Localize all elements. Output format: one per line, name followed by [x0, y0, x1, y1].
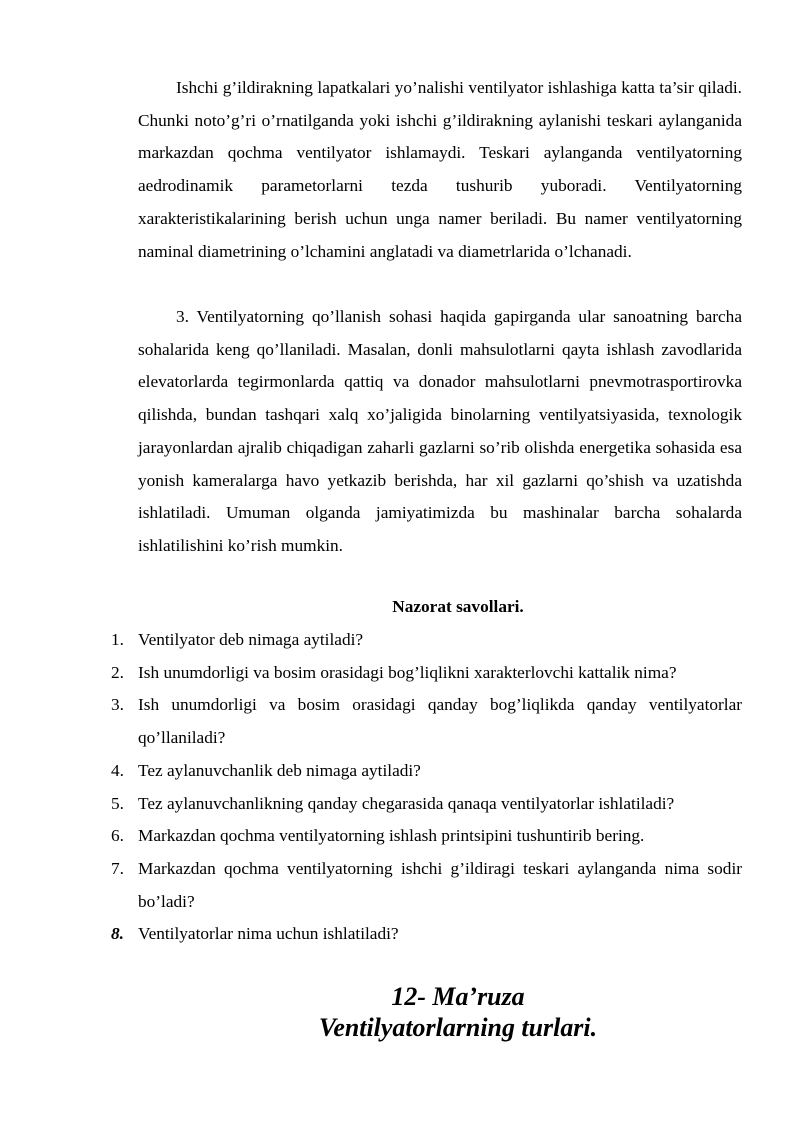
question-number: 3. [111, 695, 124, 715]
question-number: 1. [111, 630, 124, 649]
question-item-2 [0, 657, 742, 690]
question-number: 4. [111, 760, 124, 780]
question-number: 5. [111, 793, 124, 813]
control-questions-list [0, 624, 800, 951]
question-text: Markazdan qochma ventilyatorning ishchi g’ildiragi teskari aylanganda nima sodir bo’ladi? [138, 858, 742, 911]
question-text: Tez aylanuvchanlik deb nimaga aytiladi? [138, 760, 421, 780]
question-text: Ish unumdorligi va bosim orasidagi bog’liqlikni xarakterlovchi kattalik nima? [138, 662, 677, 682]
question-item-7 [0, 853, 742, 918]
question-item-1 [0, 624, 742, 657]
question-number: 7. [111, 858, 124, 878]
control-questions-title: Nazorat savollari. [392, 597, 524, 616]
body-paragraph-1: Ishchi g’ildirakning lapatkalari yo’nalishi ventilyator ishlashiga katta ta’sir qiladi. Chunki noto’g’ri o’rnatilganda yoki ishchi g’ildirakning aylanishi teskari aylanganida markazdan qochma ventilyator ishlamaydi. Teskari aylanganda ventilyatorning aedrodinamik parametorlarni tezda tushurib yuboradi. Ventilyatorning xarakteristikalarining berish uchun unga namer beriladi. Bu namer ventilyatorning naminal diametrining o’lchamini anglatadi va diametrlarida o’lchanadi. [138, 78, 742, 261]
lecture-number: 12- Ma’ruza [391, 982, 525, 1011]
lecture-title: Ventilyatorlarning turlari. [318, 1013, 598, 1042]
question-text: Ventilyatorlar nima uchun ishlatiladi? [138, 924, 399, 944]
question-item-8 [0, 918, 742, 951]
question-number: 8. [111, 924, 124, 944]
question-text: Ish unumdorligi va bosim orasidagi qanday bog’liqlikda qanday ventilyatorlar qo’llaniladi? [138, 695, 742, 748]
question-item-5 [0, 788, 742, 821]
question-item-6 [0, 820, 742, 853]
question-text: Markazdan qochma ventilyatorning ishlash printsipini tushuntirib bering. [138, 826, 645, 846]
question-item-3 [0, 689, 742, 754]
question-item-4 [0, 755, 742, 788]
question-text: Ventilyator deb nimaga aytiladi? [138, 630, 364, 649]
question-number: 6. [111, 826, 124, 846]
question-text: Tez aylanuvchanlikning qanday chegarasida qanaqa ventilyatorlar ishlatiladi? [138, 793, 675, 813]
question-number: 2. [111, 662, 124, 682]
body-paragraph-2: 3. Ventilyatorning qo’llanish sohasi haqida gapirganda ular sanoatning barcha sohalarida keng qo’llaniladi. Masalan, donli mahsulotlarni qayta ishlash zavodlarida elevatorlarda tegirmonlarda qattiq va donador mahsulotlarni pnevmotrasportirovka qilishda, bundan tashqari xalq xo’jaligida binolarning ventilyatsiyasida, texnologik jarayonlardan ajralib chiqadigan zaharli gazlarni so’rib olishda energetika sohasida esa yonish kameralarga havo yetkazib berishda, har xil gazlarni qo’shish va uzatishda ishlatiladi. Umuman olganda jamiyatimizda bu mashinalar barcha sohalarda ishlatilishini ko’rish mumkin. [138, 307, 742, 555]
